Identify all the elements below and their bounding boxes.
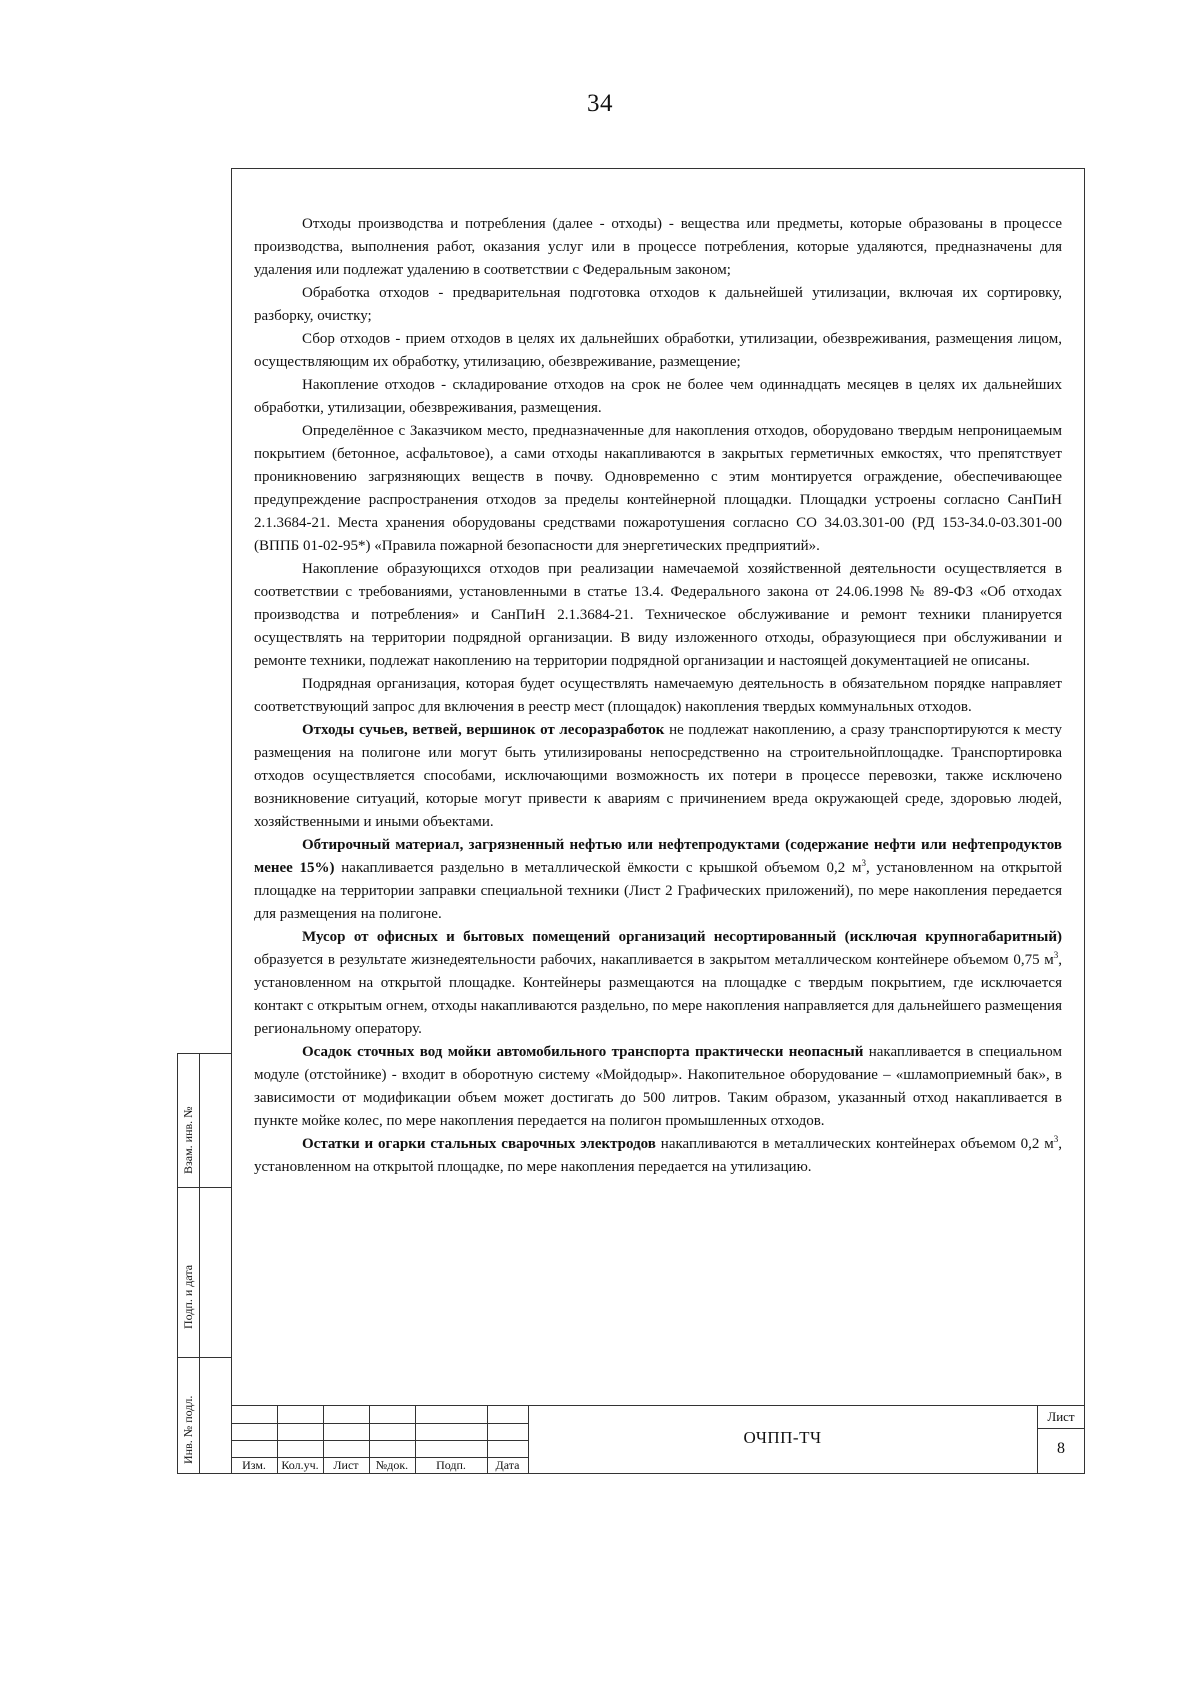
paragraph [254, 673, 1062, 719]
title-block-grid [231, 1406, 528, 1474]
superscript: 3 [1053, 950, 1059, 960]
column-header-data: Дата [495, 1458, 520, 1472]
paragraph-text: образуется в результате жизнедеятельности рабочих, накапливается в закрытом металлическом контейнере объемом 0,75 м [254, 952, 1054, 968]
paragraph-text: Подрядная организация, которая будет осуществлять намечаемую деятельность в обязательном порядке направляет соответствующий запрос для включения в реестр мест (площадок) накопления твердых коммунальных отходов. [254, 676, 1062, 715]
grid-line [231, 1440, 528, 1441]
paragraph [254, 374, 1062, 420]
page-number: 34 [587, 90, 613, 117]
paragraph-text: накапливается в специальном модуле (отстойнике) - входит в оборотную систему «Мойдодыр». Накопительное оборудование – «шламоприемный бак», в зависимости от модификации объем может достигать до 500 литров. Таким образом, указанный отход накапливается в пункте мойке колес, по мере накопления передается на полигон промышленных отходов. [254, 1044, 1062, 1129]
document-body [254, 213, 1062, 1179]
paragraph [254, 719, 1062, 834]
paragraph [254, 1133, 1062, 1179]
sheet-box-line [1037, 1428, 1085, 1429]
column-header-list: Лист [333, 1458, 359, 1472]
paragraph-text: Обработка отходов - предварительная подготовка отходов к дальнейшей утилизации, включая их сортировку, разборку, очистку; [254, 285, 1062, 324]
sheet-number: 8 [1057, 1440, 1065, 1457]
paragraph-text-continued: , установленном на открытой площадке на территории заправки специальной техники (Лист 2 Графических приложений), по мере накопления передается для размещения на полигоне. [254, 860, 1063, 922]
paragraph-bold: Осадок сточных вод мойки автомобильного транспорта практически неопасный [302, 1044, 864, 1060]
paragraph-bold: Отходы сучьев, ветвей, вершинок от лесоразработок [302, 722, 665, 738]
paragraph [254, 282, 1062, 328]
sheet-label: Лист [1047, 1409, 1075, 1424]
grid-line [231, 1423, 528, 1424]
paragraph-text: Накопление отходов - складирование отходов на срок не более чем одиннадцать месяцев в целях их дальнейших обработки, утилизации, обезвреживания, размещения. [254, 377, 1062, 416]
side-label-inv-podl: Инв. № подл. [181, 1395, 195, 1464]
paragraph-text-continued: , установленном на открытой площадке. Контейнеры размещаются на площадке с твердым покрытием, где исключается контакт с открытым огнем, отходы накапливаются раздельно, по мере накопления направляется для дальнейшего размещения региональному оператору. [254, 952, 1062, 1037]
paragraph-text-continued: , установленном на открытой площадке, по мере накопления передается на утилизацию. [254, 1136, 1062, 1175]
column-header-koluch: Кол.уч. [281, 1458, 319, 1472]
paragraph-bold: Мусор от офисных и бытовых помещений организаций несортированный (исключая крупногабаритный) [302, 929, 1062, 945]
paragraph-bold: Остатки и огарки стальных сварочных электродов [302, 1136, 656, 1152]
superscript: 3 [861, 858, 866, 868]
paragraph [254, 558, 1062, 673]
paragraph-text: Накопление образующихся отходов при реализации намечаемой хозяйственной деятельности осуществляется в соответствии с требованиями, установленными в статье 13.4. Федерального закона от 24.06.1998 № 89-ФЗ «Об отходах производства и потребления» и СанПиН 2.1.3684-21. Техническое обслуживание и ремонт техники планируется осуществлять на территории подрядной организации. В виду изложенного отходы, образующиеся при обслуживании и ремонте техники, подлежат накоплению на территории подрядной организации и настоящей документацией не описаны. [254, 561, 1062, 669]
superscript: 3 [1053, 1134, 1059, 1144]
paragraph [254, 328, 1062, 374]
paragraph [254, 420, 1062, 558]
paragraph-text: накапливается раздельно в металлической ёмкости с крышкой объемом 0,2 м [334, 860, 862, 876]
paragraph-text: не подлежат накоплению, а сразу транспортируются к месту размещения на полигоне или могут быть утилизированы непосредственно на строительнойплощадке. Транспортировка отходов осуществляется способами, исключающими возможность их потери в процессе перевозки, также исключено возникновение ситуаций, которые могут привести к авариям с причинением вреда окружающей среде, здоровью людей, хозяйственными и иными объектами. [254, 722, 1063, 830]
column-header-ndok: №док. [375, 1458, 409, 1472]
column-header-podp: Подп. [436, 1458, 466, 1472]
paragraph-text: накапливаются в металлических контейнерах объемом 0,2 м [655, 1136, 1054, 1152]
paragraph-bold: Обтирочный материал, загрязненный нефтью или нефтепродуктами (содержание нефти или нефтепродуктов менее 15%) [254, 837, 1062, 876]
title-block [231, 1405, 1085, 1474]
side-label-podp-data: Подп. и дата [181, 1264, 195, 1329]
paragraph-text: Отходы производства и потребления (далее - отходы) - вещества или предметы, которые образованы в процессе производства, выполнения работ, оказания услуг или в процессе потребления, которые удаляются, предназначены для удаления или подлежат удалению в соответствии с Федеральным законом; [254, 216, 1062, 278]
side-stamp-strip [177, 1053, 231, 1474]
paragraph-text: Определённое с Заказчиком место, предназначенные для накопления отходов, оборудовано твердым непроницаемым покрытием (бетонное, асфальтовое), а сами отходы накапливаются в закрытых герметичных емкостях, что препятствует проникновению загрязняющих веществ в почву. Одновременно с этим монтируется ограждение, обеспечивающее предупреждение распространения отходов за пределы контейнерной площадки. Площадки устроены согласно СанПиН 2.1.3684-21. Места хранения оборудованы средствами пожаротушения согласно СО 34.03.301-00 (РД 153-34.0-03.301-00 (ВППБ 01-02-95*) «Правила пожарной безопасности для энергетических предприятий». [254, 423, 1062, 554]
document-code: ОЧПП-ТЧ [743, 1428, 822, 1447]
side-label-vzam-inv: Взам. инв. № [181, 1106, 195, 1174]
paragraph [254, 1041, 1062, 1133]
paragraph [254, 834, 1062, 926]
paragraph [254, 926, 1062, 1041]
paragraph-text: Сбор отходов - прием отходов в целях их дальнейших обработки, утилизации, обезвреживания, размещения лицом, осуществляющим их обработку, утилизацию, обезвреживание, размещение; [254, 331, 1062, 370]
paragraph [254, 213, 1062, 282]
column-header-izm: Изм. [242, 1458, 266, 1472]
